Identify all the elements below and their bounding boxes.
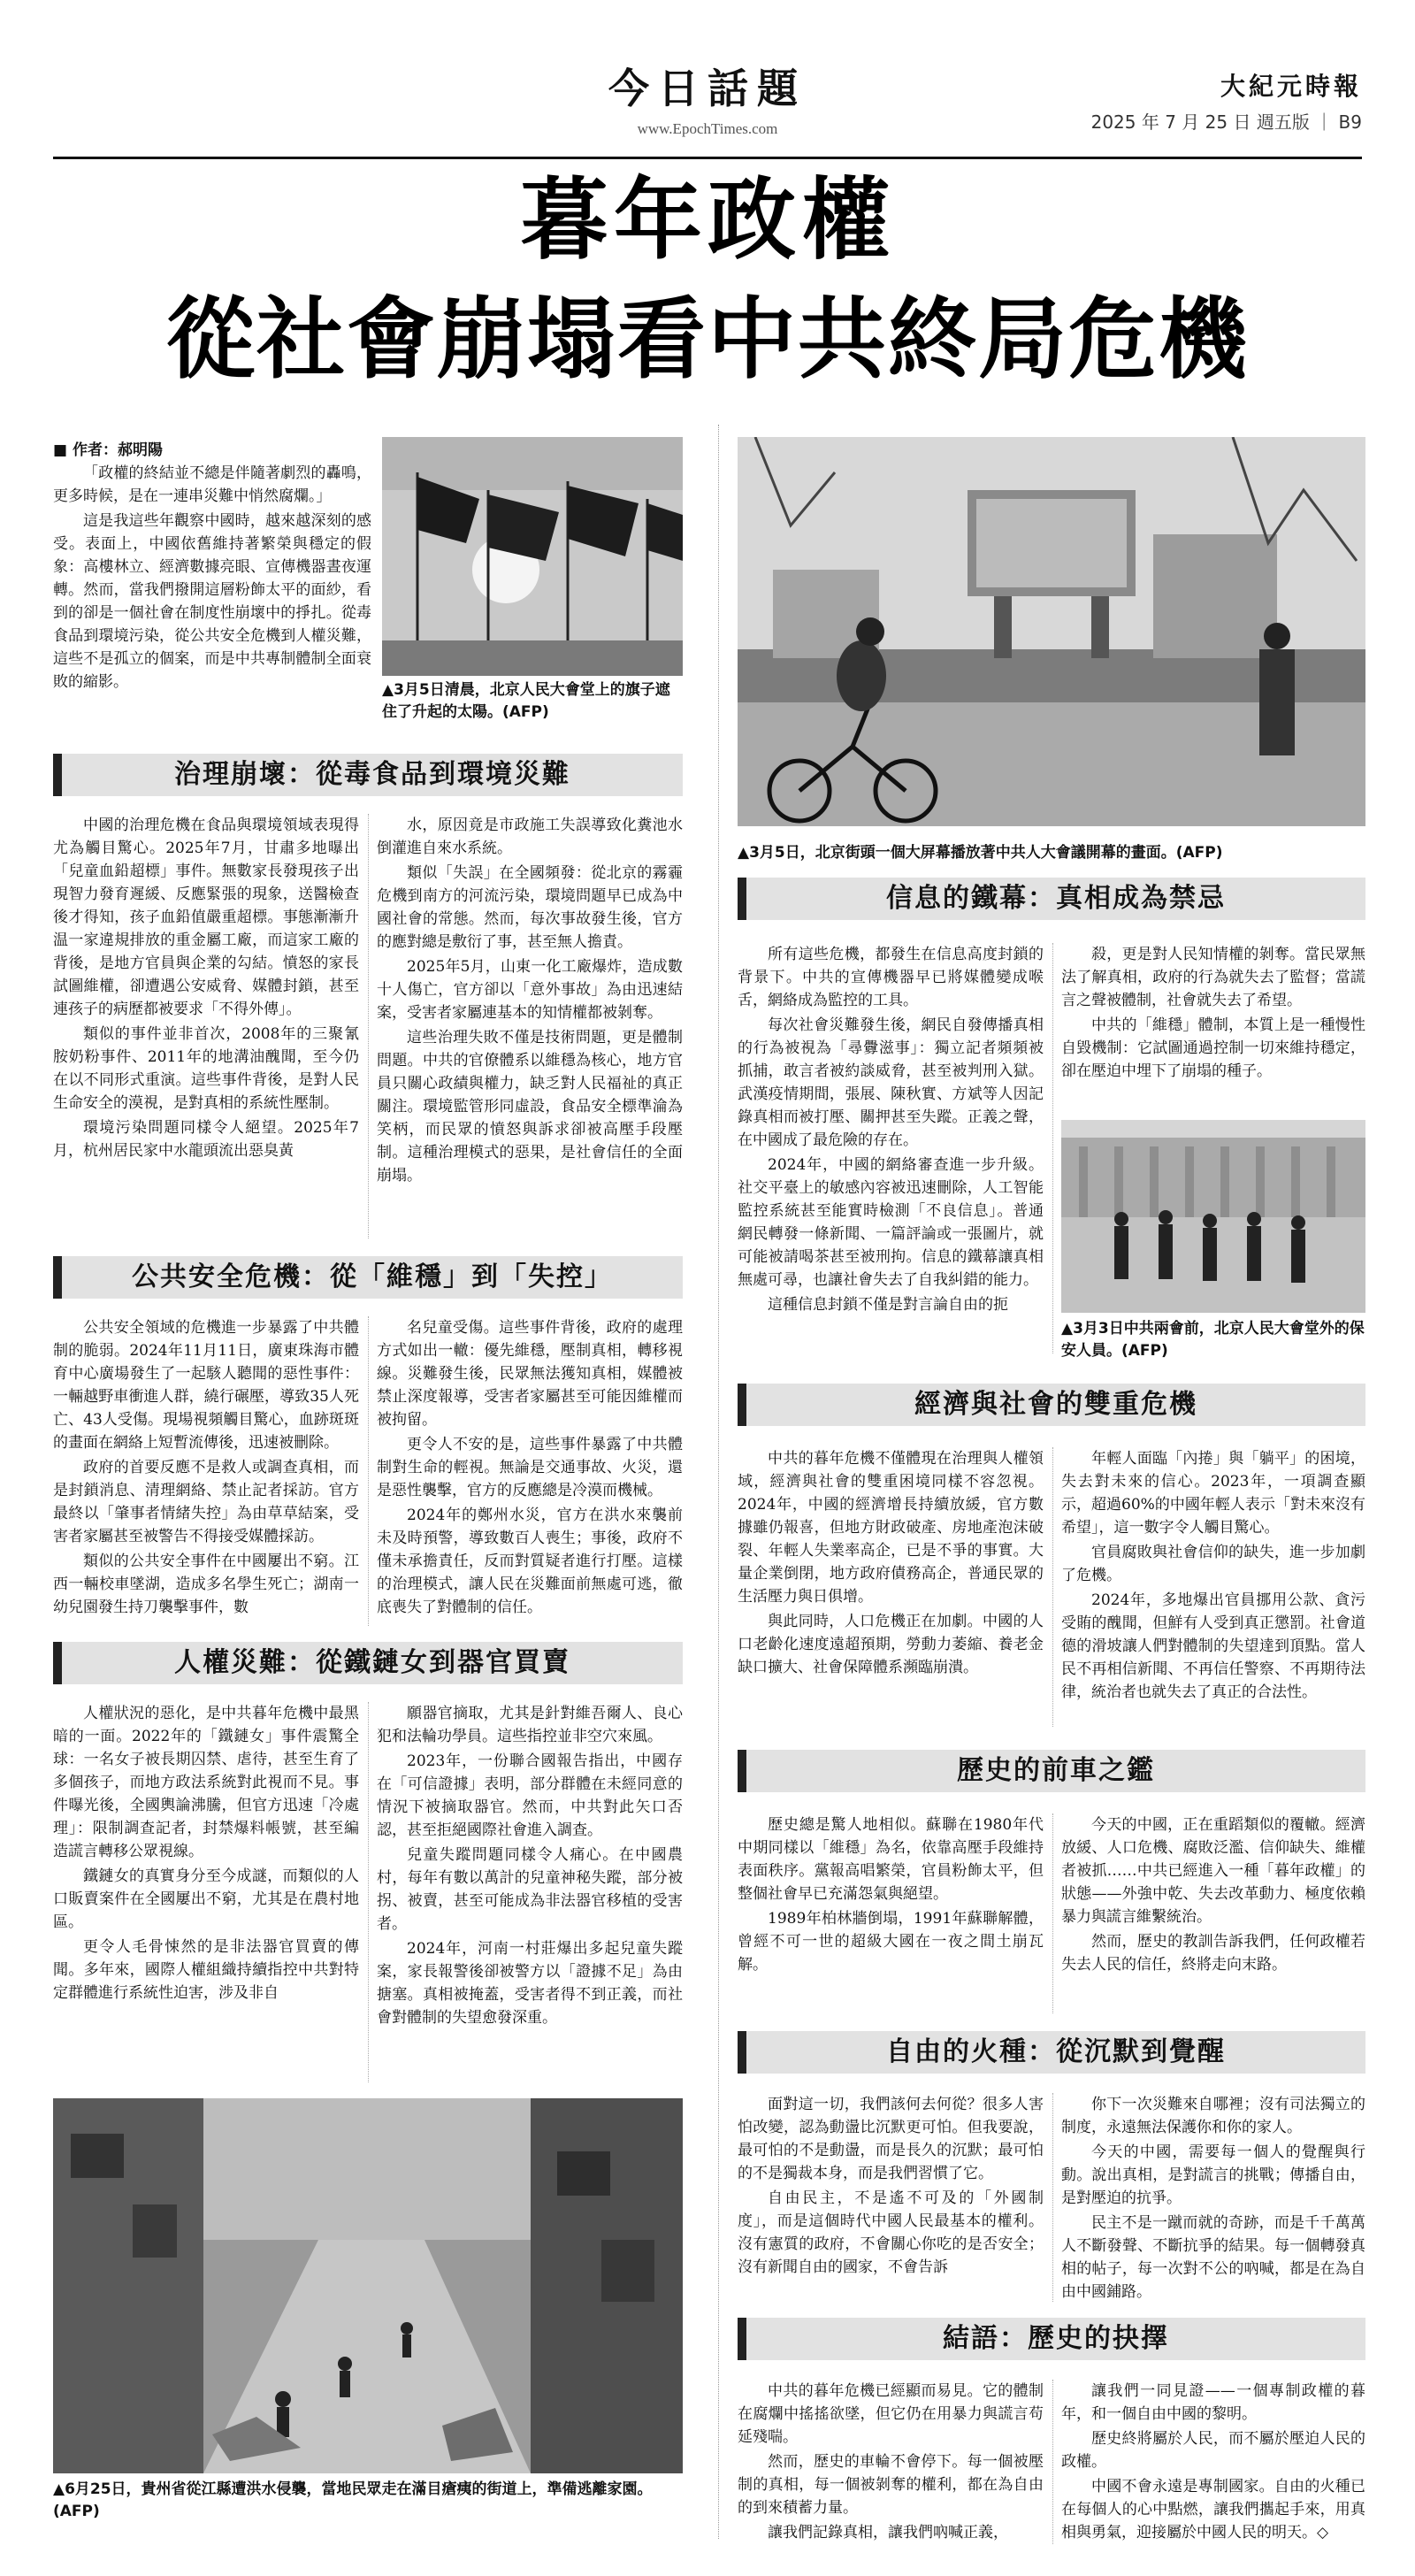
s1-paragraph: 2025年5月，山東一化工廠爆炸，造成數十人傷亡，官方卻以「意外事故」為由迅速結案，受害者家屬連基本的知情權都被剝奪。 xyxy=(377,958,683,1022)
s3-paragraph: 鐵鏈女的真實身分至今成謎，而類似的人口販賣案件在全國屢出不窮，尤其是在農村地區。 xyxy=(53,1867,359,1931)
section-heading-information: 信息的鐵幕：真相成為禁忌 xyxy=(738,878,1365,920)
photo-flood xyxy=(53,2098,683,2473)
s1-paragraph: 類似「失誤」在全國頻發：從北京的霧霾危機到南方的河流污染，環境問題早已成為中國社會的常態。然而，每次事故發生後，官方的應對總是敷衍了事，甚至無人擔責。 xyxy=(377,864,683,951)
s8-left-text xyxy=(738,2380,1044,2548)
s6-left-text xyxy=(738,1813,1044,2017)
s2-paragraph: 政府的首要反應不是救人或調查真相，而是封鎖消息、清理網絡、禁止記者採訪。官方最終以「肇事者情緒失控」為由草草結案，受害者家屬甚至被警告不得接受媒體採訪。 xyxy=(53,1459,359,1545)
s6-paragraph: 1989年柏林牆倒塌，1991年蘇聯解體，曾經不可一世的超級大國在一夜之間土崩瓦解。 xyxy=(738,1910,1044,1974)
s1-paragraph: 這些治理失敗不僅是技術問題，更是體制問題。中共的官僚體系以維穩為核心，地方官員只關心政績與權力，缺乏對人民福祉的真正關注。環境監管形同虛設，食品安全標準淪為笑柄，而民眾的憤怒與訴求卻被高壓手段壓制。這種治理模式的惡果，是社會信任的全面崩塌。 xyxy=(377,1029,683,1184)
s6-paragraph: 然而，歷史的教訓告訴我們，任何政權若失去人民的信任，終將走向末路。 xyxy=(1061,1933,1365,1974)
s7-right-text xyxy=(1061,2093,1365,2305)
s4-paragraph: 每次社會災難發生後，網民自發傳播真相的行為被視為「尋釁滋事」：獨立記者頻頻被抓捕，敢言者被約談威脅，甚至被判刑入獄。武漢疫情期間，張展、陳秋實、方斌等人因記錄真相而被打壓、關押甚至失蹤。正義之聲，在中國成了最危險的存在。 xyxy=(738,1016,1044,1149)
s8-paragraph: 讓我們記錄真相，讓我們吶喊正義， xyxy=(768,2524,1008,2542)
s7-paragraph: 面對這一切，我們該何去何從？很多人害怕改變，認為動盪比沉默更可怕。但我要說，最可怕的不是動盪，而是長久的沉默；最可怕的不是獨裁本身，而是我們習慣了它。 xyxy=(738,2096,1044,2182)
intro-quote: 「政權的終結並不總是伴隨著劇烈的轟鳴，更多時候，是在一連串災難中悄然腐爛。」 xyxy=(53,464,371,505)
column-divider xyxy=(1052,2380,1053,2544)
masthead xyxy=(53,35,1362,159)
s4-paragraph: 所有這些危機，都發生在信息高度封鎖的背景下。中共的宣傳機器早已將媒體變成喉舌，網絡成為監控的工具。 xyxy=(738,946,1044,1009)
photo-flags xyxy=(382,437,683,676)
s3-paragraph: 兒童失蹤問題同樣令人痛心。在中國農村，每年有數以萬計的兒童神秘失蹤，部分被拐、被賣，甚至可能成為非法器官移植的受害者。 xyxy=(377,1846,683,1933)
headline-line-1: 暮年政權 xyxy=(520,168,895,272)
section-heading-human-rights: 人權災難：從鐵鏈女到器官買賣 xyxy=(53,1642,683,1684)
s2-paragraph: 2024年的鄭州水災，官方在洪水來襲前未及時預警，導致數百人喪生；事後，政府不僅未承擔責任，反而對質疑者進行打壓。這樣的治理模式，讓人民在災難面前無處可逃，徹底喪失了對體制的信任。 xyxy=(377,1506,683,1616)
section-heading-governance: 治理崩壞：從毒食品到環境災難 xyxy=(53,754,683,796)
s7-paragraph: 你下一次災難來自哪裡；沒有司法獨立的制度，永遠無法保護你和你的家人。 xyxy=(1061,2096,1365,2136)
caption-guards: ▲3月3日中共兩會前，北京人民大會堂外的保安人員。(AFP) xyxy=(1061,1320,1365,1360)
s4-paragraph: 中共的「維穩」體制，本質上是一種慢性自毀機制：它試圖通過控制一切來維持穩定，卻在壓迫中埋下了崩塌的種子。 xyxy=(1061,1016,1365,1080)
s2-paragraph: 類似的公共安全事件在中國屢出不窮。江西一輛校車墜湖，造成多名學生死亡；湖南一幼兒園發生持刀襲擊事件，數 xyxy=(53,1552,359,1616)
headline-line-2: 從社會崩塌看中共終局危機 xyxy=(166,288,1249,391)
s3-paragraph: 更令人毛骨悚然的是非法器官買賣的傳聞。多年來，國際人權組織持續指控中共對特定群體進行系統性迫害，涉及非自 xyxy=(53,1938,359,2002)
cyclist-photo-image xyxy=(738,437,1365,826)
issue-date: 2025 年 7 月 25 日 週五版 ｜ B9 xyxy=(1090,111,1362,133)
s6-paragraph: 歷史總是驚人地相似。蘇聯在1980年代中期同樣以「維穩」為名，依靠高壓手段維持表面秩序。黨報高唱繁榮，官員粉飾太平，但整個社會早已充滿怨氣與絕望。 xyxy=(738,1816,1044,1903)
s1-right-text xyxy=(377,814,683,1247)
s5-paragraph: 年輕人面臨「內捲」與「躺平」的困境，失去對未來的信心。2023年，一項調查顯示，超過60%的中國年輕人表示「對未來沒有希望」，這一數字令人觸目驚心。 xyxy=(1061,1450,1365,1537)
column-divider xyxy=(1052,1447,1053,1727)
byline: ■ 作者：郝明陽 xyxy=(53,441,163,459)
s5-right-text xyxy=(1061,1447,1365,1730)
s6-paragraph: 今天的中國，正在重蹈類似的覆轍。經濟放緩、人口危機、腐敗泛濫、信仰缺失、維權者被抓……中共已經進入一種「暮年政權」的狀態——外強中乾、失去改革動力、極度依賴暴力與謊言維繫統治。 xyxy=(1061,1816,1365,1926)
caption-flood: ▲6月25日，貴州省從江縣遭洪水侵襲，當地民眾走在滿目瘡痍的街道上，準備逃離家園。(AFP) xyxy=(53,2480,653,2520)
column-divider xyxy=(368,1702,369,2082)
s3-paragraph: 人權狀況的惡化，是中共暮年危機中最黑暗的一面。2022年的「鐵鏈女」事件震驚全球：一名女子被長期囚禁、虐待，甚至生育了多個孩子，而地方政法系統對此視而不見。事件曝光後，全國輿論沸騰，但官方迅速「冷處理」：限制調查記者，封禁爆料帳號，甚至編造謊言轉移公眾視線。 xyxy=(53,1705,359,1860)
s2-right-text xyxy=(377,1316,683,1631)
s2-left-text xyxy=(53,1316,359,1631)
photo-guards xyxy=(1061,1120,1365,1313)
s3-paragraph: 2024年，河南一村莊爆出多起兒童失蹤案，家長報警後卻被警方以「證據不足」為由搪塞。真相被掩蓋，受害者得不到正義，而社會對體制的失望愈發深重。 xyxy=(377,1940,683,2027)
s4-paragraph: 殺，更是對人民知情權的剝奪。當民眾無法了解真相，政府的行為就失去了監督；當謊言之聲被體制，社會就失去了希望。 xyxy=(1061,946,1365,1009)
s3-right-text xyxy=(377,1702,683,2086)
s8-right-text xyxy=(1061,2380,1365,2548)
column-divider xyxy=(368,814,369,1238)
s5-left-text xyxy=(738,1447,1044,1730)
s1-paragraph: 水，原因竟是市政施工失誤導致化糞池水倒灌進自來水系統。 xyxy=(377,816,683,857)
s7-left-text xyxy=(738,2093,1044,2305)
intro-paragraph: 這是我這些年觀察中國時，越來越深刻的感受。表面上，中國依舊維持著繁榮與穩定的假象：高樓林立、經濟數據亮眼、宣傳機器晝夜運轉。然而，當我們撥開這層粉飾太平的面紗，看到的卻是一個社會在制度性崩壞中的掙扎。從毒食品到環境污染，從公共安全危機到人權災難，這些不是孤立的個案，而是中共專制體制全面衰敗的縮影。 xyxy=(53,512,371,691)
photo-cyclist xyxy=(738,437,1365,826)
s1-left-text xyxy=(53,814,359,1247)
s1-paragraph: 類似的事件並非首次，2008年的三聚氰胺奶粉事件、2011年的地溝油醜聞，至今仍在以不同形式重演。這些事件背後，是對人民生命安全的漠視，是對真相的系統性壓制。 xyxy=(53,1025,359,1112)
s7-paragraph: 今天的中國，需要每一個人的覺醒與行動。說出真相，是對謊言的挑戰；傳播自由，是對壓迫的抗爭。 xyxy=(1061,2143,1365,2207)
s3-paragraph: 願器官摘取，尤其是針對維吾爾人、良心犯和法輪功學員。這些指控並非空穴來風。 xyxy=(377,1705,683,1745)
paper-logo: 大紀元時報 xyxy=(1220,72,1362,101)
section-heading-freedom: 自由的火種：從沉默到覺醒 xyxy=(738,2031,1365,2074)
s1-paragraph: 環境污染問題同樣令人絕望。2025年7月，杭州居民家中水龍頭流出惡臭黃 xyxy=(53,1119,359,1160)
section-title: 今日話題 xyxy=(608,65,807,112)
section-heading-public-safety: 公共安全危機：從「維穩」到「失控」 xyxy=(53,1256,683,1299)
s4-paragraph: 這種信息封鎖不僅是對言論自由的扼 xyxy=(768,1296,1008,1314)
s5-paragraph: 中共的暮年危機不僅體現在治理與人權領域，經濟與社會的雙重困境同樣不容忽視。2024年，中國的經濟增長持續放緩，官方數據雖仍報喜，但地方財政破產、房地產泡沫破裂、年輕人失業率高企，已是不爭的事實。大量企業倒閉，地方政府債務高企，普通民眾的生活壓力與日俱增。 xyxy=(738,1450,1044,1606)
s5-paragraph: 與此同時，人口危機正在加劇。中國的人口老齡化速度遠超預期，勞動力萎縮、養老金缺口擴大、社會保障體系瀕臨崩潰。 xyxy=(738,1613,1044,1676)
s5-paragraph: 官員腐敗與社會信仰的缺失，進一步加劇了危機。 xyxy=(1061,1544,1365,1584)
s4-left-text xyxy=(738,943,1044,1359)
s3-left-text xyxy=(53,1702,359,2086)
intro-text xyxy=(53,462,371,741)
s7-paragraph: 自由民主，不是遙不可及的「外國制度」，而是這個時代中國人民最基本的權利。沒有憲質的政府，不會關心你吃的是否安全；沒有新聞自由的國家，不會告訴 xyxy=(738,2189,1044,2276)
guards-photo-image xyxy=(1061,1120,1365,1313)
column-divider xyxy=(1052,943,1053,1353)
section-heading-economy: 經濟與社會的雙重危機 xyxy=(738,1384,1365,1426)
s8-paragraph: 中共的暮年危機已經顯而易見。它的體制在腐爛中搖搖欲墜，但它仍在用暴力與謊言苟延殘喘。 xyxy=(738,2382,1044,2446)
s5-paragraph: 2024年，多地爆出官員挪用公款、貪污受賄的醜聞，但鮮有人受到真正懲罰。社會道德的滑坡讓人們對體制的失望達到頂點。當人民不再相信新聞、不再信任警察、不再期待法律，統治者也就失去了真正的合法性。 xyxy=(1061,1591,1365,1701)
caption-flags: ▲3月5日清晨，北京人民大會堂上的旗子遮住了升起的太陽。(AFP) xyxy=(382,681,670,721)
s2-paragraph: 名兒童受傷。這些事件背後，政府的處理方式如出一轍：優先維穩，壓制真相，轉移視線。災難發生後，民眾無法獲知真相，媒體被禁止深度報導，受害者家屬甚至可能因維權而被拘留。 xyxy=(377,1319,683,1429)
section-heading-history: 歷史的前車之鑑 xyxy=(738,1750,1365,1792)
s2-paragraph: 更令人不安的是，這些事件暴露了中共體制對生命的輕視。無論是交通事故、火災，還是惡性襲擊，官方的反應總是冷漠而機械。 xyxy=(377,1436,683,1499)
s8-paragraph: 中國不會永遠是專制國家。自由的火種已在每個人的心中點燃，讓我們攜起手來，用真相與勇氣，迎接屬於中國人民的明天。◇ xyxy=(1061,2478,1365,2542)
column-divider xyxy=(718,425,719,2539)
caption-cyclist: ▲3月5日，北京街頭一個大屏幕播放著中共人大會議開幕的畫面。(AFP) xyxy=(738,844,1223,862)
s2-paragraph: 公共安全領域的危機進一步暴露了中共體制的脆弱。2024年11月11日，廣東珠海市體育中心廣場發生了一起駭人聽聞的惡性事件：一輛越野車衝進人群，繞行碾壓，導致35人死亡、43人受傷。現場視頻觸目驚心，血跡斑斑的畫面在網絡上短暫流傳後，迅速被刪除。 xyxy=(53,1319,359,1452)
section-heading-conclusion: 結語：歷史的抉擇 xyxy=(738,2318,1365,2360)
column-divider xyxy=(1052,2093,1053,2302)
s4-paragraph: 2024年，中國的網絡審查進一步升級。社交平臺上的敏感內容被迅速刪除，人工智能監控系統甚至能實時檢測「不良信息」。普通網民轉發一條新聞、一篇評論或一張圖片，就可能被請喝茶甚至被刑拘。信息的鐵幕讓真相無處可尋，也讓社會失去了自我糾錯的能力。 xyxy=(738,1156,1044,1289)
s8-paragraph: 然而，歷史的車輪不會停下。每一個被壓制的真相，每一個被剝奪的權利，都在為自由的到來積蓄力量。 xyxy=(738,2453,1044,2517)
column-divider xyxy=(1052,1813,1053,2013)
flags-photo-image xyxy=(382,437,683,676)
flood-photo-image xyxy=(53,2098,683,2473)
s8-paragraph: 讓我們一同見證——一個專制政權的暮年，和一個自由中國的黎明。 xyxy=(1061,2382,1365,2423)
s1-paragraph: 中國的治理危機在食品與環境領域表現得尤為觸目驚心。2025年7月，甘肅多地曝出「兒童血鉛超標」事件。無數家長發現孩子出現智力發育遲緩、反應緊張的現象，送醫檢查後才得知，孩子血鉛值嚴重超標。事態漸漸升温一家違規排放的重金屬工廠，而這家工廠的背後，是地方官員與企業的勾結。憤怒的家長試圖維權，卻遭遇公安威脅、媒體封鎖，甚至連孩子的病歷都被要求「不得外傳」。 xyxy=(53,816,359,1018)
s3-paragraph: 2023年，一份聯合國報告指出，中國存在「可信證據」表明，部分群體在未經同意的情況下被摘取器官。然而，中共對此矢口否認，甚至拒絕國際社會進入調查。 xyxy=(377,1752,683,1839)
s7-paragraph: 民主不是一蹴而就的奇跡，而是千千萬萬人不斷發聲、不斷抗爭的結果。每一個轉發真相的帖子，每一次對不公的吶喊，都是在為自由中國鋪路。 xyxy=(1061,2214,1365,2301)
s6-right-text xyxy=(1061,1813,1365,2017)
site-url[interactable]: www.EpochTimes.com xyxy=(637,120,778,137)
s8-paragraph: 歷史終將屬於人民，而不屬於壓迫人民的政權。 xyxy=(1061,2430,1365,2471)
column-divider xyxy=(368,1316,369,1626)
s4-right-text xyxy=(1061,943,1365,1111)
